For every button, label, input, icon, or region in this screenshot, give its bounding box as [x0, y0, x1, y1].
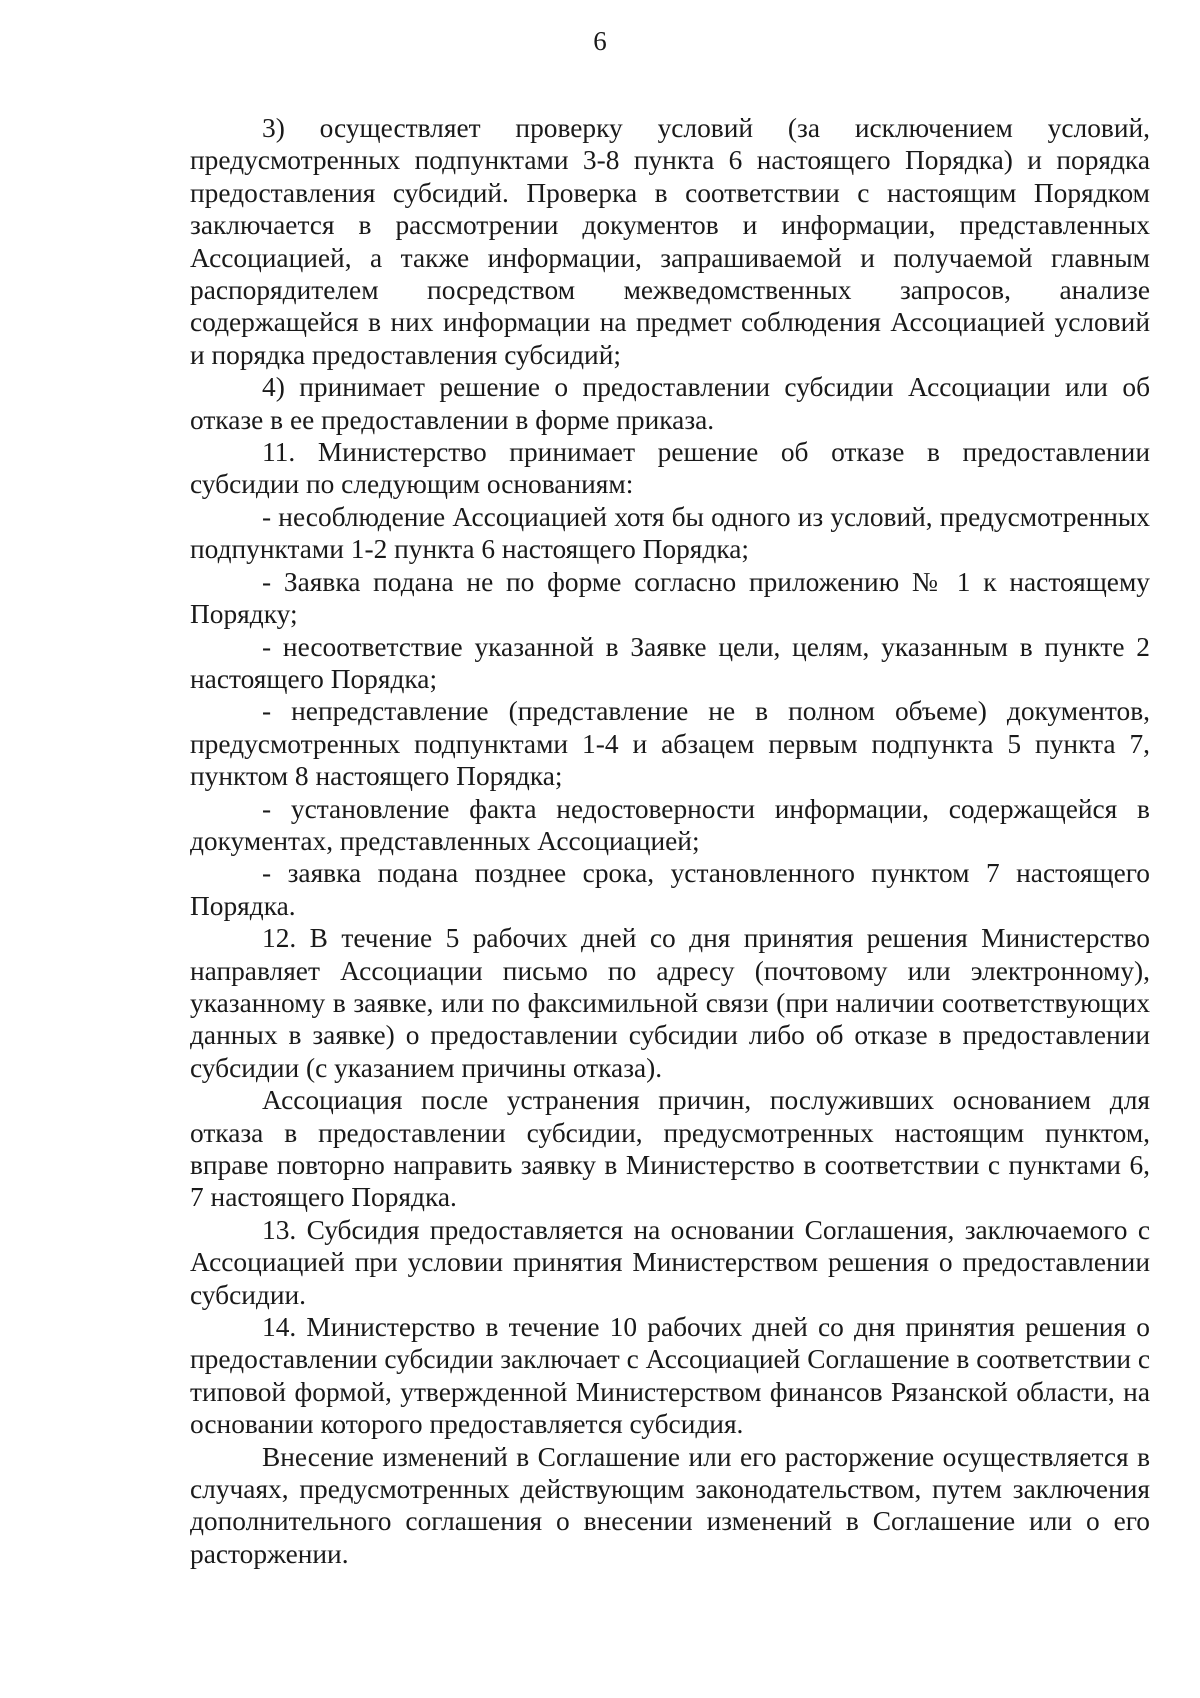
list-item-late-submission: - заявка подана позднее срока, установленного пунктом 7 настоящего Порядка.	[190, 858, 1150, 921]
paragraph-14-agreement-conclusion: 14. Министерство в течение 10 рабочих дней со дня принятия решения о предоставлении субсидии заключает с Ассоциацией Соглашение в соответствии с типовой формой, утвержденной Министерством финансов Рязанской области, на основании которого предоставляется субсидия.	[190, 1312, 1150, 1440]
paragraph-4-decision: 4) принимает решение о предоставлении субсидии Ассоциации или об отказе в ее предоставлении в форме приказа.	[190, 372, 1150, 435]
list-item-goal-mismatch: - несоответствие указанной в Заявке цели, целям, указанным в пункте 2 настоящего Порядка;	[190, 631, 1150, 694]
paragraph-agreement-amendment: Внесение изменений в Соглашение или его расторжение осуществляется в случаях, предусмотренных действующим законодательством, путем заключения дополнительного соглашения о внесении изменений в Соглашение или о его расторжении.	[190, 1441, 1150, 1569]
list-item-missing-documents: - непредставление (представление не в полном объеме) документов, предусмотренных подпунктами 1-4 и абзацем первым подпункта 5 пункта 7, пунктом 8 настоящего Порядка;	[190, 696, 1150, 792]
document-body	[190, 112, 1150, 1570]
paragraph-11-refusal-grounds: 11. Министерство принимает решение об отказе в предоставлении субсидии по следующим основаниям:	[190, 437, 1150, 500]
paragraph-resubmission: Ассоциация после устранения причин, послуживших основанием для отказа в предоставлении субсидии, предусмотренных настоящим пунктом, вправе повторно направить заявку в Министерство в соответствии с пунктами 6, 7 настоящего Порядка.	[190, 1085, 1150, 1213]
paragraph-3-verification: 3) осуществляет проверку условий (за исключением условий, предусмотренных подпунктами 3-8 пункта 6 настоящего Порядка) и порядка предоставления субсидий. Проверка в соответствии с настоящим Порядком заключается в рассмотрении документов и информации, представленных Ассоциацией, а также информации, запрашиваемой и получаемой главным распорядителем посредством межведомственных запросов, анализе содержащейся в них информации на предмет соблюдения Ассоциацией условий и порядка предоставления субсидий;	[190, 113, 1150, 370]
list-item-false-information: - установление факта недостоверности информации, содержащейся в документах, представленных Ассоциацией;	[190, 793, 1150, 856]
list-item-wrong-form: - Заявка подана не по форме согласно приложению № 1 к настоящему Порядку;	[190, 566, 1150, 630]
page-number: 6	[593, 26, 607, 56]
list-item-noncompliance: - несоблюдение Ассоциацией хотя бы одного из условий, предусмотренных подпунктами 1-2 пункта 6 настоящего Порядка;	[190, 501, 1150, 565]
paragraph-13-agreement-basis: 13. Субсидия предоставляется на основании Соглашения, заключаемого с Ассоциацией при условии принятия Министерством решения о предоставлении субсидии.	[190, 1214, 1150, 1310]
paragraph-12-notification: 12. В течение 5 рабочих дней со дня принятия решения Министерство направляет Ассоциации письмо по адресу (почтовому или электронному), указанному в заявке, или по факсимильной связи (при наличии соответствующих данных в заявке) о предоставлении субсидии либо об отказе в предоставлении субсидии (с указанием причины отказа).	[190, 923, 1150, 1083]
